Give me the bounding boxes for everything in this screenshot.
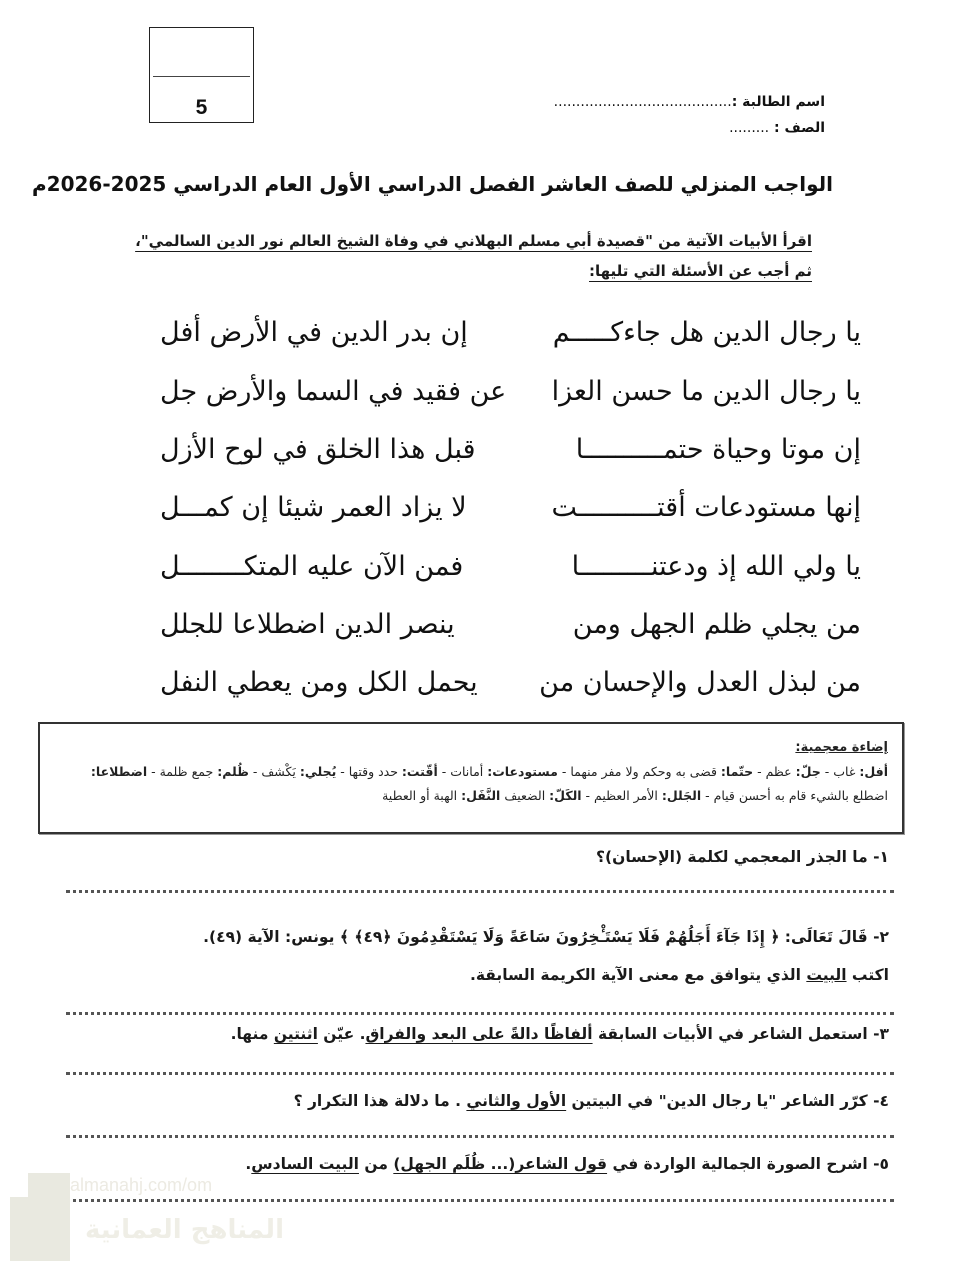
score-divider [153,76,250,77]
glossary-entries: أفل: غاب - جلّ: عظم - حتّما: قضى به وحكم ولا مفر منهما - مستودعات: أمانات - أقّتت: حدد وقتها - يُجلي: يَكْشف - ظُلم: جمع ظلمة - اضطلاعا: اضطلع بالشيء قام به أحسن قيام - الجَلل: الأمر العظيم - الكَلّ: الضعيف النَّفَل: الهبة أو العطية [90,764,888,803]
question-4 [294,1092,889,1110]
glossary-word: أقّتت: [401,764,438,779]
glossary-word: جلّ: [795,764,821,779]
poem-verse-1 [160,312,861,352]
glossary-meaning: عظم [765,764,792,779]
verse-first-hemistich: من يجلي ظلم الجهل ومن [572,608,861,640]
glossary-entry [160,764,249,779]
q4-underlined: الأول والثاني [466,1092,567,1110]
question-5 [245,1155,889,1173]
watermark-logo-shape [10,1197,50,1261]
glossary-word: مستودعات: [487,764,558,779]
glossary-entry [766,764,821,779]
verse-first-hemistich: يا ولي الله إذ ودعتنـــــــــا [571,550,861,582]
glossary-meaning: الهبة أو العطية [382,788,458,803]
score-box [149,27,254,123]
student-name-dots: ........................................ [553,94,732,110]
q3-text: ٣- استعمل الشاعر في الأبيات السابقة [592,1025,889,1043]
class-dots: ......... [729,120,770,136]
student-name-field[interactable] [554,94,825,110]
page-title: الواجب المنزلي للصف العاشر الفصل الدراسي الأول العام الدراسي 2025-2026م [32,172,833,196]
q4-text: ٤- كرّر الشاعر "يا رجال الدين" في البيتين [566,1092,889,1110]
answer-line-3[interactable] [66,1072,894,1075]
glossary-meaning: جمع ظلمة [159,764,214,779]
verse-second-hemistich: يحمل الكل ومن يعطي النفل [160,666,478,698]
q3-underlined: اثنتين [273,1025,318,1043]
poem-verse-2 [160,371,861,411]
verse-second-hemistich: قبل هذا الخلق في لوح الأزل [160,433,476,465]
verse-first-hemistich: إن موتا وحياة حتمــــــــــا [575,433,861,465]
glossary-meaning: غاب [833,764,856,779]
answer-line-4[interactable] [66,1135,894,1138]
score-value: 5 [195,96,208,119]
glossary-meaning: الأمر العظيم [594,788,658,803]
verse-first-hemistich: يا رجال الدين هل جاءكـــــم [552,316,861,348]
question-1: ١- ما الجذر المعجمي لكلمة (الإحسان)؟ [596,848,889,866]
glossary-entry [450,764,558,779]
glossary-meaning: أمانات [450,764,484,779]
glossary-entry [504,788,581,803]
answer-line-2[interactable] [66,1012,894,1015]
glossary-word: ظُلم: [217,764,249,779]
glossary-meaning: يَكْشف [261,764,296,779]
q5-text: ٥- اشرح الصورة الجمالية الواردة في [607,1155,889,1173]
q2-text: الذي يتوافق مع معنى الآية الكريمة السابقة. [469,966,807,984]
answer-line-5[interactable] [66,1199,894,1202]
glossary-word: يُجلي: [299,764,337,779]
glossary-meaning: حدد وقتها [348,764,398,779]
verse-second-hemistich: لا يزاد العمر شيئا إن كمـــل [160,491,467,523]
class-label: الصف : [774,120,825,136]
q5-underlined: البيت السادس [251,1155,359,1173]
q3-text: منها. [230,1025,274,1043]
watermark-name: المناهج العمانية [85,1215,284,1245]
glossary-entry [349,764,438,779]
glossary-entry [382,788,500,803]
question-3 [231,1025,889,1043]
glossary-entry [833,764,888,779]
glossary-word: الكَلّ: [549,788,582,803]
glossary-word: النَّفَل: [461,788,501,803]
class-field[interactable] [729,120,825,136]
glossary-entry [594,788,701,803]
watermark-url: almanahj.com/om [70,1175,213,1195]
glossary-box [38,722,904,834]
verse-second-hemistich: إن بدر الدين في الأرض أفل [160,316,468,348]
glossary-word: الجَلل: [661,788,702,803]
poem-verse-6 [160,604,861,644]
glossary-entry [570,764,753,779]
instruction-line-1: اقرأ الأبيات الآتية من "قصيدة أبي مسلم البهلاني في وفاة الشيخ العالم نور الدين السالمي"، [135,232,812,250]
question-2 [203,928,889,946]
q2-text: اكتب [846,966,889,984]
poem-verse-3 [160,429,861,469]
answer-line-1[interactable] [66,890,894,893]
q5-text: . [245,1155,252,1173]
q4-text: . ما دلالة هذا التكرار ؟ [293,1092,467,1110]
glossary-meaning: الضعيف [504,788,546,803]
glossary-title: إضاءة معجمية: [795,740,888,755]
verse-reference: يونس: الآية (٤٩). [203,928,335,946]
verse-first-hemistich: من لبذل العدل والإحسان من [539,666,861,698]
q3-text: . عيّن [317,1025,366,1043]
question-2-task [470,966,889,984]
verse-first-hemistich: يا رجال الدين ما حسن العزا [551,375,861,407]
student-name-label: اسم الطالبة : [731,94,825,110]
q5-text: من [358,1155,394,1173]
verse-second-hemistich: فمن الآن عليه المتكــــــــل [160,550,464,582]
poem-verse-5 [160,546,861,586]
q2-underlined: البيت [806,966,847,984]
verse-second-hemistich: عن فقيد في السما والأرض جل [160,375,507,407]
instruction-line-2: ثم أجب عن الأسئلة التي تليها: [589,262,812,280]
verse-second-hemistich: ينصر الدين اضطلاعا للجلل [160,608,455,640]
glossary-word: اضطلاعا: [90,764,148,779]
poem-verse-4 [160,487,861,527]
verse-first-hemistich: إنها مستودعات أقتــــــــــت [551,491,861,523]
poem-verse-7 [160,662,861,702]
glossary-meaning: قضى به وحكم ولا مفر منهما [570,764,717,779]
glossary-meaning: اضطلع بالشيء قام به أحسن قيام [713,788,888,803]
glossary-word: حتّما: [720,764,754,779]
glossary-entry [261,764,336,779]
q5-underlined: قول الشاعر(... ظُلَم الجهل) [393,1155,608,1173]
q3-underlined: ألفاظًا دالةً على البعد والفراق [365,1025,593,1043]
glossary-word: أفل: [859,764,888,779]
quran-verse: ٢- قَالَ تَعَالَى: ﴿ إِذَا جَآءَ أَجَلُهُمْ فَلَا يَسْتَـْٔخِرُونَ سَاعَةً وَلَا يَسْتَقْدِمُونَ ﴿٤٩﴾ ﴾ [339,928,889,946]
